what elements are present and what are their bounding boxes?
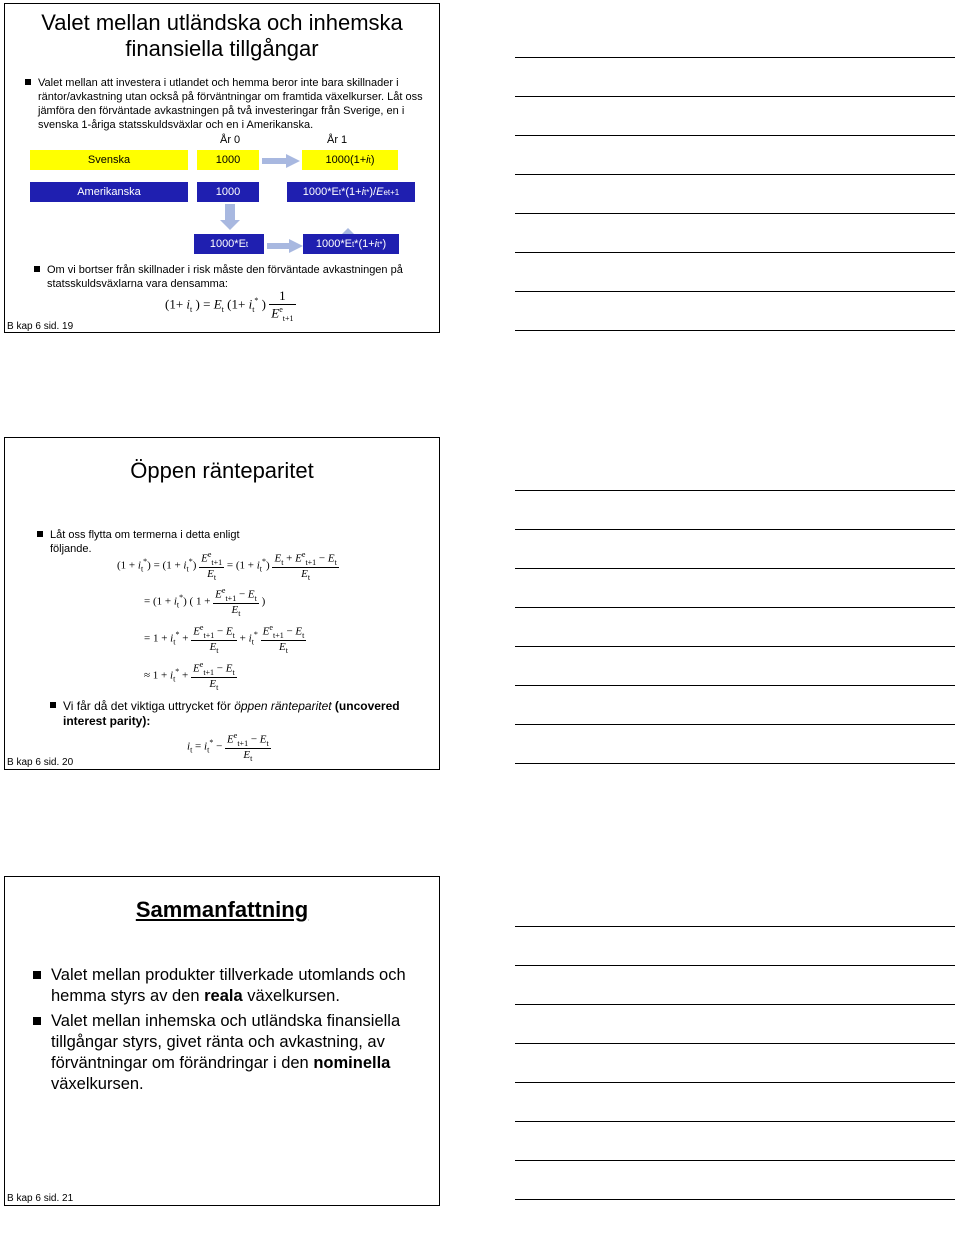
uip-formula: $i_t = i_t^*$ − $\frac{E^e_{t+1} - E_t}{E_t}$ [187, 731, 269, 764]
bullet-icon [33, 971, 41, 979]
derivation-line-3: = $1 + i_t^*$ + $\frac{E^e_{t+1} - E_t}{E_t}$ + $i_t^*$ $\frac{E^e_{t+1} - E_t}{E_t}$ [144, 623, 305, 656]
bullet-text: Vi får då det viktiga uttrycket för [63, 699, 235, 713]
slide-3-bullet-2 [51, 1011, 411, 1095]
slide-3 [4, 876, 440, 1206]
slide-3-bullet-1 [51, 965, 411, 1007]
bullet-icon [50, 702, 56, 708]
slide-3-footer: B kap 6 sid. 21 [7, 1193, 74, 1204]
svenska-label: Svenska [30, 150, 188, 170]
notes-lines-1 [515, 57, 955, 369]
bullet-emphasis: öppen ränteparitet [234, 699, 332, 713]
notes-lines-2 [515, 490, 955, 802]
slide-1-footer: B kap 6 sid. 19 [7, 321, 74, 332]
notes-lines-3 [515, 926, 955, 1238]
arrow-right-icon [267, 239, 303, 253]
slide-1-title: Valet mellan utländska och inhemska finansiella tillgångar [41, 10, 403, 61]
amerikanska-year-1: 1000*E t *(1+ i t * )/ E e t+1 [287, 182, 415, 202]
slide-1-bullet-1 [38, 76, 433, 132]
bullet-text-end: växelkursen. [51, 1075, 144, 1093]
bullet-strong: reala [204, 987, 243, 1005]
bullet-text: Om vi bortser från skillnader i risk måste den förväntade avkastningen på statsskuldsväxlarna vara densamma: [47, 264, 403, 290]
derivation-line-4: ≈ $1 + i_t^*$ + $\frac{E^e_{t+1} - E_t}{E_t}$ [144, 660, 235, 693]
bullet-icon [34, 266, 40, 272]
slide-2-title: Öppen ränteparitet [130, 458, 314, 483]
slide-1-bullet-2 [47, 263, 435, 291]
svenska-year-0: 1000 [197, 150, 259, 170]
bullet-text: Låt oss flytta om termerna i detta enligt följande. [50, 529, 240, 555]
derivation-line-1: $(1 + i_t^*) = (1 + i_t^*)$ $\frac{E^e_{t+1}}{E_t}$ = $(1 + i_t^*)$ $\frac{E_t + E^e_{t+1} - E_t}{E_t}$ [117, 550, 337, 583]
bullet-strong: (uncovered interest parity): [63, 699, 400, 728]
converted-year-0: 1000*E t [194, 234, 264, 254]
parity-formula: ($1+ i_t$ ) = $E_t$ ($1+ i_t^*$ ) $\frac{1}{E^e_{t+1}}$ [165, 288, 294, 323]
derivation-line-2: = $(1 + i_t^*)$ ( 1 + $\frac{E^e_{t+1} - E_t}{E_t}$ ) [144, 586, 266, 619]
year-0-header: År 0 [220, 134, 241, 146]
year-1-header: År 1 [327, 134, 348, 146]
bullet-text-end: växelkursen. [242, 987, 340, 1005]
converted-year-1: 1000*E t *(1+ i t * ) [303, 234, 399, 254]
slide-2-footer: B kap 6 sid. 20 [7, 757, 74, 768]
slide-1 [4, 3, 440, 333]
svenska-year-1: 1000(1+ i t ) [302, 150, 398, 170]
arrow-right-icon [262, 154, 300, 168]
amerikanska-label: Amerikanska [30, 182, 188, 202]
amerikanska-year-0: 1000 [197, 182, 259, 202]
bullet-text: Valet mellan produkter tillverkade utomlands och hemma styrs av den [51, 966, 406, 1005]
arrow-down-icon [220, 204, 240, 230]
slide-2-bullet-2 [63, 699, 433, 729]
slide-3-title: Sammanfattning [135, 897, 309, 922]
bullet-strong: nominella [313, 1054, 391, 1072]
bullet-icon [33, 1017, 41, 1025]
slide-2 [4, 437, 440, 770]
bullet-text: Valet mellan att investera i utlandet och hemma beror inte bara skillnader i räntor/avkastning utan också på förväntningar om framtida växelkurser. Låt oss jämföra den förväntade avkastningen på två investeringar från Sverige, en i svenska 1-åriga statsskuldsväxlar och en i Amerikanska. [38, 77, 423, 131]
bullet-text: Valet mellan inhemska och utländska finansiella tillgångar styrs, givet ränta och avkastning, av förväntningar om förändringar i den [51, 1012, 401, 1072]
bullet-icon [37, 531, 43, 537]
bullet-icon [25, 79, 31, 85]
